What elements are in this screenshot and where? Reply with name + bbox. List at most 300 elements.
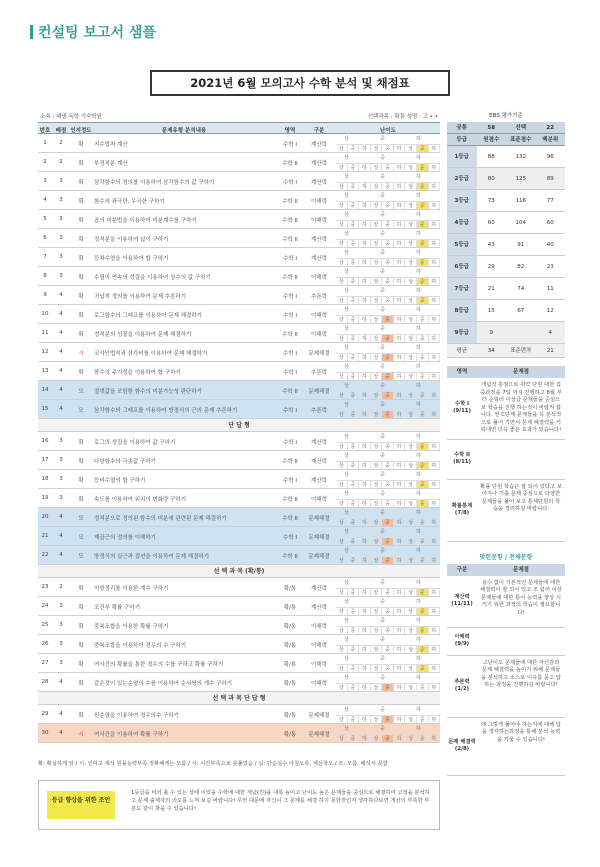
difficulty-cell: 하	[429, 240, 441, 247]
difficulty-cell: 중	[348, 259, 360, 266]
difficulty-cell: 상	[371, 716, 383, 723]
difficulty-cell: 하	[359, 354, 371, 361]
difficulty-cell: 중	[417, 202, 429, 209]
table-row	[38, 267, 440, 286]
difficulty-cell: 상	[371, 481, 383, 488]
row-category: 문제해결	[308, 516, 330, 522]
difficulty-label: 상	[344, 212, 349, 218]
difficulty-cell: 하	[359, 627, 371, 634]
difficulty-grid	[336, 508, 440, 527]
row-no: 12	[41, 349, 49, 355]
difficulty-grid	[336, 400, 440, 419]
difficulty-grid	[336, 191, 440, 210]
difficulty-cell: 상	[371, 589, 383, 596]
row-no: 4	[43, 197, 47, 203]
difficulty-cell: 상	[336, 221, 348, 228]
header-recognition: 인지정도	[70, 128, 92, 134]
difficulty-cell: 중	[417, 297, 429, 304]
difficulty-cell: 하	[394, 589, 406, 596]
difficulty-cell: 하	[359, 608, 371, 615]
difficulty-cell: 상	[336, 557, 348, 564]
difficulty-cell: 상	[405, 646, 417, 653]
difficulty-grid	[336, 229, 440, 248]
difficulty-label: 상	[344, 269, 349, 275]
row-recognition: 모	[78, 408, 84, 414]
difficulty-cell: 하	[429, 538, 441, 545]
row-score: 2	[59, 140, 63, 146]
difficulty-cell: 상	[336, 538, 348, 545]
difficulty-label: 중	[380, 307, 385, 313]
difficulty-cell: 중	[382, 354, 394, 361]
difficulty-cell: 하	[359, 462, 371, 469]
difficulty-label: 하	[416, 726, 421, 732]
difficulty-cell: 중	[417, 316, 429, 323]
difficulty-cell: 하	[394, 538, 406, 545]
difficulty-cell: 하	[429, 335, 441, 342]
row-score: 3	[59, 641, 63, 647]
stddev-value: 21	[546, 348, 554, 354]
row-content: 곱의 미분법을 이용하여 미분계수를 구하기	[94, 218, 197, 224]
difficulty-grid	[336, 546, 440, 565]
difficulty-cell: 상	[336, 411, 348, 418]
type-head-problem: 문제점	[513, 566, 529, 573]
row-score: 4	[59, 552, 63, 558]
table-row	[38, 153, 440, 172]
difficulty-cell: 하	[429, 202, 441, 209]
area-name: 문제 해결력 (2/8)	[448, 739, 476, 752]
difficulty-cell: 중	[348, 735, 360, 742]
area-text	[477, 440, 565, 479]
difficulty-label: 중	[380, 174, 385, 180]
row-recognition: 확	[78, 161, 84, 167]
difficulty-cell: 상	[371, 354, 383, 361]
difficulty-cell: 하	[359, 202, 371, 209]
elective-value: 22	[546, 125, 555, 131]
difficulty-cell: 상	[405, 373, 417, 380]
row-score: 4	[59, 679, 63, 685]
row-area: 수학 I	[283, 408, 297, 414]
difficulty-cell: 상	[371, 297, 383, 304]
row-area: 확/통	[283, 586, 297, 592]
difficulty-cell: 하	[394, 183, 406, 190]
row-score: 4	[59, 514, 63, 520]
row-recognition: 확	[78, 681, 84, 687]
table-row	[38, 654, 440, 673]
row-recognition: 확	[78, 218, 84, 224]
row-recognition: 확	[78, 586, 84, 592]
difficulty-cell: 중	[348, 684, 360, 691]
row-category: 이해력	[311, 199, 327, 205]
row-area: 수학 I	[283, 535, 297, 541]
heading-accent-bar	[30, 25, 33, 39]
row-recognition: 확	[78, 459, 84, 465]
difficulty-label: 중	[380, 193, 385, 199]
difficulty-cell: 하	[359, 665, 371, 672]
row-area: 수학 I	[283, 478, 297, 484]
difficulty-label: 중	[380, 548, 385, 554]
difficulty-cell: 상	[336, 462, 348, 469]
difficulty-cell: 중	[417, 392, 429, 399]
difficulty-cell: 중	[382, 684, 394, 691]
difficulty-cell: 중	[417, 481, 429, 488]
difficulty-cell: 중	[382, 589, 394, 596]
row-category: 이해력	[311, 332, 327, 338]
grade-pct: 96	[546, 154, 554, 160]
difficulty-cell: 중	[382, 627, 394, 634]
score-table	[38, 122, 440, 743]
type-head	[447, 564, 565, 576]
row-area: 확/통	[283, 662, 297, 668]
difficulty-cell: 중	[417, 646, 429, 653]
row-score: 4	[59, 311, 63, 317]
difficulty-label: 중	[380, 656, 385, 662]
row-no: 13	[41, 368, 49, 374]
row-area: 확/통	[283, 732, 297, 738]
row-content: 조건부 확률 구하기	[94, 605, 141, 611]
difficulty-label: 상	[344, 618, 349, 624]
difficulty-cell: 하	[394, 684, 406, 691]
row-score: 3	[59, 254, 63, 260]
difficulty-label: 하	[416, 155, 421, 161]
difficulty-label: 하	[416, 599, 421, 605]
difficulty-cell: 상	[371, 316, 383, 323]
row-content: 지수법칙 계산	[94, 142, 128, 148]
row-content: 제곱근의 정의를 이해하기	[94, 535, 156, 541]
difficulty-cell: 상	[371, 278, 383, 285]
difficulty-grid	[336, 489, 440, 508]
difficulty-cell: 상	[405, 519, 417, 526]
difficulty-cell: 상	[405, 316, 417, 323]
grade-pct: 60	[546, 220, 554, 226]
difficulty-cell: 하	[394, 608, 406, 615]
difficulty-cell: 상	[336, 316, 348, 323]
difficulty-cell: 상	[405, 557, 417, 564]
difficulty-cell: 하	[359, 373, 371, 380]
document-title: 2021년 6월 모의고사 수학 분석 및 채점표	[150, 70, 450, 96]
grade-row	[447, 146, 565, 168]
row-score: 4	[59, 349, 63, 355]
difficulty-cell: 상	[371, 259, 383, 266]
grade-raw: 80	[477, 168, 507, 189]
difficulty-cell: 상	[405, 354, 417, 361]
row-no: 28	[41, 679, 49, 685]
page-heading	[30, 22, 156, 42]
common-value: 58	[487, 125, 496, 131]
difficulty-cell: 중	[382, 735, 394, 742]
difficulty-cell: 하	[394, 202, 406, 209]
difficulty-label: 하	[416, 136, 421, 142]
row-category: 이해력	[311, 218, 327, 224]
row-content: 삼각함수의 그래프를 이용하여 방정식의 근의 문제 추론하기	[94, 408, 238, 414]
difficulty-label: 중	[380, 212, 385, 218]
table-row	[38, 451, 440, 470]
raw-col: 원점수	[483, 137, 500, 143]
difficulty-cell: 하	[359, 164, 371, 171]
difficulty-label: 상	[344, 453, 349, 459]
difficulty-cell: 중	[348, 608, 360, 615]
row-area: 수학 II	[282, 237, 298, 243]
difficulty-cell: 하	[359, 240, 371, 247]
row-area: 수학 II	[282, 275, 298, 281]
avg-label: 평균	[456, 348, 468, 354]
row-content: 방정식의 실근과 접선을 이용하여 문제 해결하기	[94, 554, 210, 560]
row-no: 16	[41, 438, 49, 444]
difficulty-cell: 상	[336, 164, 348, 171]
row-area: 수학 II	[282, 218, 298, 224]
difficulty-label: 하	[416, 637, 421, 643]
difficulty-cell: 중	[348, 462, 360, 469]
difficulty-cell: 하	[359, 392, 371, 399]
difficulty-label: 중	[380, 383, 385, 389]
table-row	[38, 673, 440, 692]
row-recognition: 확	[78, 332, 84, 338]
row-category: 계산력	[311, 180, 327, 186]
row-recognition: 확	[78, 256, 84, 262]
row-category: 계산력	[311, 237, 327, 243]
area-text	[477, 628, 565, 655]
difficulty-cell: 하	[394, 735, 406, 742]
row-score: 4	[59, 387, 63, 393]
row-no: 30	[41, 730, 49, 736]
table-row	[38, 508, 440, 527]
difficulty-cell: 하	[394, 500, 406, 507]
difficulty-cell: 상	[405, 735, 417, 742]
difficulty-cell: 중	[348, 557, 360, 564]
difficulty-cell: 하	[429, 183, 441, 190]
grade-name: 8등급	[447, 300, 477, 321]
difficulty-grid	[336, 343, 440, 362]
row-content: 여사건의 확률을 통한 경우의 수를 구하고 확률 구하기	[94, 662, 224, 668]
table-row	[38, 597, 440, 616]
row-content: 여사건을 이용하여 확률 구하기	[94, 732, 169, 738]
row-recognition: 확	[78, 370, 84, 376]
difficulty-cell: 하	[429, 665, 441, 672]
difficulty-label: 상	[344, 307, 349, 313]
difficulty-cell: 중	[417, 221, 429, 228]
difficulty-label: 중	[380, 402, 385, 408]
difficulty-cell: 중	[382, 608, 394, 615]
difficulty-cell: 중	[382, 164, 394, 171]
difficulty-cell: 중	[348, 538, 360, 545]
difficulty-cell: 하	[359, 259, 371, 266]
difficulty-cell: 중	[382, 646, 394, 653]
difficulty-cell: 하	[394, 665, 406, 672]
difficulty-cell: 상	[405, 240, 417, 247]
difficulty-cell: 하	[359, 443, 371, 450]
difficulty-cell: 상	[405, 500, 417, 507]
difficulty-cell: 중	[382, 462, 394, 469]
difficulty-cell: 상	[371, 392, 383, 399]
difficulty-cell: 상	[405, 221, 417, 228]
grade-raw: 60	[487, 220, 495, 226]
row-category: 문제해결	[308, 351, 330, 357]
difficulty-cell: 중	[348, 354, 360, 361]
difficulty-label: 상	[344, 510, 349, 516]
difficulty-grid	[336, 451, 440, 470]
row-recognition: 확	[78, 313, 84, 319]
row-category: 계산력	[311, 478, 327, 484]
area-name: 계산력 (11/11)	[451, 594, 473, 607]
difficulty-label: 중	[380, 707, 385, 713]
difficulty-label: 상	[344, 580, 349, 586]
difficulty-cell: 상	[336, 297, 348, 304]
grade-raw: 73	[487, 198, 495, 204]
difficulty-cell: 중	[348, 665, 360, 672]
difficulty-cell: 중	[382, 145, 394, 152]
difficulty-label: 중	[380, 288, 385, 294]
difficulty-label: 상	[344, 656, 349, 662]
row-area: 수학 II	[282, 161, 298, 167]
row-content: 절댓값을 포함한 함수의 미분가능성 판단하기	[94, 389, 202, 395]
row-score: 3	[59, 660, 63, 666]
difficulty-cell: 하	[429, 373, 441, 380]
area-row	[447, 378, 565, 440]
std-col: 표준점수	[510, 137, 532, 143]
row-content: 로그함수의 그래프를 이용하여 문제 해결하기	[94, 313, 202, 319]
difficulty-cell: 중	[382, 183, 394, 190]
difficulty-cell: 상	[371, 646, 383, 653]
table-row	[38, 705, 440, 724]
difficulty-cell: 상	[336, 646, 348, 653]
difficulty-cell: 하	[429, 443, 441, 450]
row-no: 3	[43, 178, 47, 184]
difficulty-cell: 상	[405, 443, 417, 450]
row-recognition: 확	[78, 180, 84, 186]
row-category: 문제해결	[308, 535, 330, 541]
area-row	[447, 576, 565, 628]
correct-ratio-title: 맞힌문항 / 전체문항	[479, 553, 533, 561]
row-no: 7	[43, 254, 47, 260]
row-score: 3	[59, 216, 63, 222]
difficulty-cell: 상	[405, 202, 417, 209]
difficulty-label: 중	[380, 472, 385, 478]
row-no: 15	[41, 406, 49, 412]
difficulty-label: 하	[416, 326, 421, 332]
row-area: 수학 II	[282, 199, 298, 205]
table-header	[38, 122, 440, 134]
difficulty-label: 하	[416, 402, 421, 408]
difficulty-grid	[336, 153, 440, 172]
difficulty-cell: 상	[336, 202, 348, 209]
table-row	[38, 616, 440, 635]
difficulty-cell: 하	[359, 646, 371, 653]
difficulty-cell: 상	[371, 538, 383, 545]
difficulty-cell: 하	[394, 627, 406, 634]
difficulty-cell: 중	[348, 392, 360, 399]
difficulty-cell: 상	[336, 392, 348, 399]
area-row	[447, 718, 565, 776]
row-category: 문제해결	[308, 732, 330, 738]
difficulty-label: 중	[380, 510, 385, 516]
row-score: 3	[59, 438, 63, 444]
difficulty-cell: 상	[336, 665, 348, 672]
difficulty-grid	[336, 527, 440, 546]
stddev-label: 표준편차	[510, 348, 532, 354]
difficulty-cell: 중	[417, 538, 429, 545]
difficulty-cell: 하	[429, 500, 441, 507]
grade-row	[447, 212, 565, 234]
difficulty-cell: 중	[348, 240, 360, 247]
header-area: 영역	[284, 128, 296, 134]
difficulty-cell: 중	[348, 481, 360, 488]
difficulty-label: 하	[416, 212, 421, 218]
difficulty-cell: 상	[371, 164, 383, 171]
difficulty-label: 하	[416, 472, 421, 478]
difficulty-label: 상	[344, 250, 349, 256]
difficulty-cell: 중	[382, 202, 394, 209]
area-text: 개념적 충점으로 취약 단원 대한 집중과정을 7일 까지 진행하고 8월 부터 준힐러 이상급 문제들을 중심으로 학습을 진행 하는것이 바람직 합니다. 썬 C단계 문제들을 꼭 분석적으로 풀어 기면서 문제 해결력을 키워내면 더욱 좋은 효과가 있습니다!	[480, 382, 562, 433]
difficulty-label: 중	[380, 136, 385, 142]
area-name: 확률통계 (7/8)	[451, 503, 473, 516]
difficulty-cell: 상	[336, 500, 348, 507]
difficulty-cell: 상	[405, 589, 417, 596]
table-row	[38, 191, 440, 210]
difficulty-cell: 중	[382, 443, 394, 450]
difficulty-cell: 상	[336, 589, 348, 596]
row-area: 확/통	[283, 713, 297, 719]
row-recognition: 확	[78, 497, 84, 503]
difficulty-cell: 중	[348, 335, 360, 342]
difficulty-label: 중	[380, 491, 385, 497]
grade-std	[506, 322, 536, 343]
area-head-name: 영역	[456, 369, 468, 375]
difficulty-cell: 중	[382, 411, 394, 418]
grade-std: 132	[515, 154, 526, 160]
table-row	[38, 362, 440, 381]
difficulty-cell: 하	[394, 259, 406, 266]
difficulty-label: 상	[344, 231, 349, 237]
difficulty-label: 하	[416, 364, 421, 370]
difficulty-cell: 중	[382, 665, 394, 672]
difficulty-cell: 하	[429, 354, 441, 361]
grade-raw: 15	[487, 308, 495, 314]
area-head	[447, 366, 565, 378]
table-row	[38, 305, 440, 324]
difficulty-label: 하	[416, 434, 421, 440]
difficulty-cell: 중	[382, 259, 394, 266]
difficulty-cell: 상	[405, 627, 417, 634]
difficulty-grid	[336, 597, 440, 616]
row-content: 정적분으로 정의된 함수의 미분에 관련된 문제 해결하기	[94, 516, 227, 522]
row-score: 3	[59, 273, 63, 279]
difficulty-cell: 상	[405, 145, 417, 152]
row-category: 계산력	[311, 256, 327, 262]
row-category: 이해력	[311, 275, 327, 281]
difficulty-cell: 중	[417, 411, 429, 418]
difficulty-cell: 하	[394, 164, 406, 171]
row-category: 문제해결	[308, 554, 330, 560]
difficulty-cell: 중	[417, 278, 429, 285]
difficulty-grid	[336, 724, 440, 743]
difficulty-cell: 하	[394, 145, 406, 152]
difficulty-label: 중	[380, 269, 385, 275]
table-row	[38, 546, 440, 565]
difficulty-cell: 중	[417, 557, 429, 564]
area-text: 실수 없이 기본적인 문제들에 대한 해결력이 잘 되어 있고 조 힘러 이상 문제들에 대한 통이 능력을 향상 시키기 위한 과정의 학습이 필요합니다!	[480, 579, 562, 616]
row-recognition: 모	[78, 389, 84, 395]
grade-name: 7등급	[447, 278, 477, 299]
difficulty-cell: 상	[336, 335, 348, 342]
common-label: 공통	[456, 125, 468, 131]
row-score: 3	[59, 476, 63, 482]
row-area: 수학 II	[282, 389, 298, 395]
difficulty-label: 중	[380, 231, 385, 237]
difficulty-cell: 상	[336, 627, 348, 634]
row-score: 3	[59, 197, 63, 203]
row-content: 정적분을 이용하여 넓이 구하기	[94, 237, 169, 243]
difficulty-cell: 상	[336, 684, 348, 691]
grade-col: 등급	[456, 137, 468, 143]
